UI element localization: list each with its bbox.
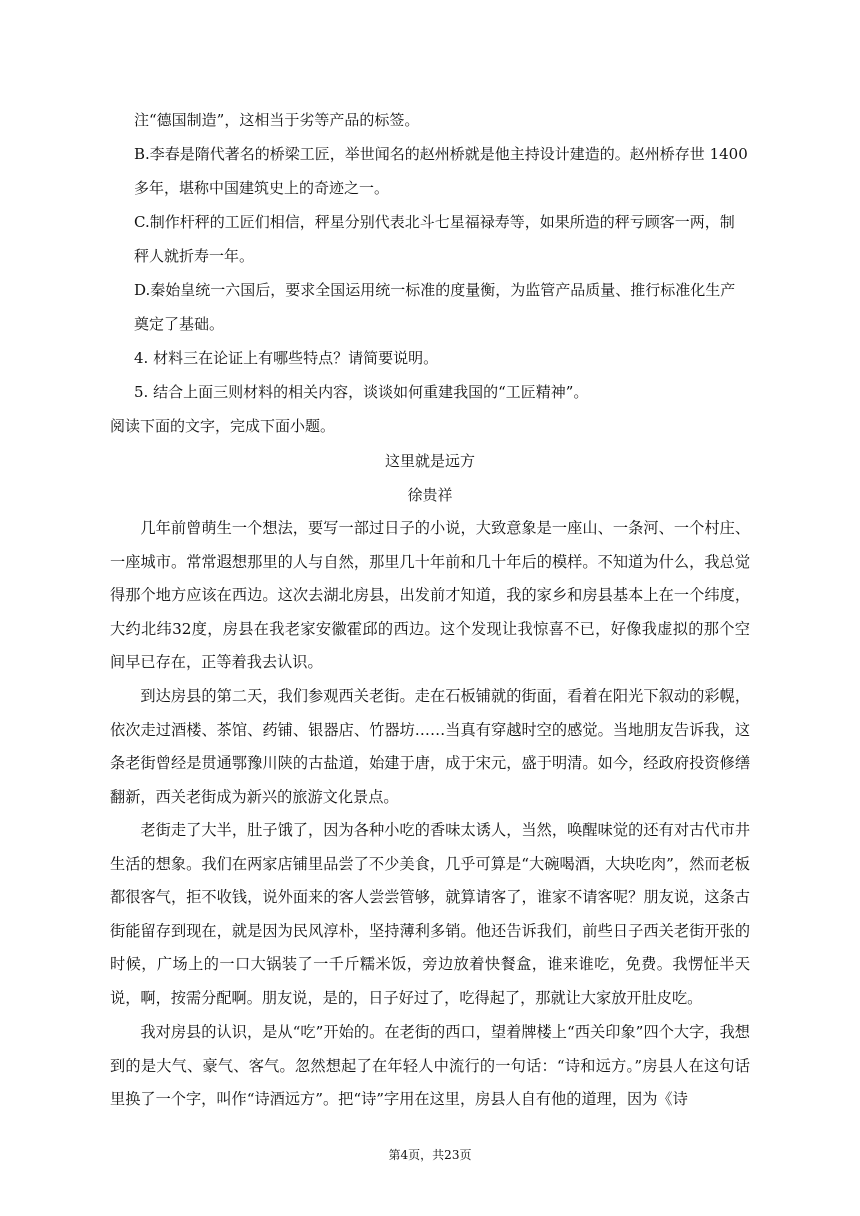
article-paragraph-4: 我对房县的认识，是从“吃”开始的。在老街的西口，望着牌楼上“西关印象”四个大字，我想到的是大气、豪气、客气。忽然想起了在年轻人中流行的一句话：“诗和远方。”房县人在这句话里换了一个字，叫作“诗酒远方”。把“诗”字用在这里，房县人自有他的道理，因为《诗: [110, 1023, 750, 1109]
option-b-line-1: B.李春是隋代著名的桥梁工匠，举世闻名的赵州桥就是他主持设计建造的。赵州桥存世 1400: [134, 145, 748, 163]
reading-instruction: 阅读下面的文字，完成下面小题。: [110, 417, 336, 435]
article-paragraph-3: 老街走了大半，肚子饿了，因为各种小吃的香味太诱人，当然，唤醒味觉的还有对古代市井生活的想象。我们在两家店铺里品尝了不少美食，几乎可算是“大碗喝酒，大块吃肉”，然而老板都很客气，拒不收钱，说外面来的客人尝尝管够，就算请客了，谁家不请客呢？朋友说，这条古街能留存到现在，就是因为民风淳朴，坚持薄利多销。他还告诉我们，前些日子西关老街开张的时候，广场上的一口大锅装了一千斤糯米饭，旁边放着快餐盒，谁来谁吃，免费。我愣怔半天说，啊，按需分配啊。朋友说，是的，日子好过了，吃得起了，那就让大家放开肚皮吃。: [110, 821, 750, 1007]
option-d-line-2: 奠定了基础。: [134, 315, 225, 333]
question-4: 4. 材料三在论证上有哪些特点？请简要说明。: [134, 349, 439, 367]
question-5: 5. 结合上面三则材料的相关内容，谈谈如何重建我国的“工匠精神”。: [134, 383, 589, 401]
option-c-line-2: 秤人就折寿一年。: [134, 247, 255, 265]
option-d-line-1: D.秦始皇统一六国后，要求全国运用统一标准的度量衡，为监管产品质量、推行标准化生产: [134, 281, 736, 299]
page-footer: 第4页，共23页: [388, 1148, 472, 1162]
article-title: 这里就是远方: [384, 452, 475, 470]
article-paragraph-2: 到达房县的第二天，我们参观西关老街。走在石板铺就的街面，看着在阳光下叙动的彩幌，依次走过酒楼、茶馆、药铺、银器店、竹器坊……当真有穿越时空的感觉。当地朋友告诉我，这条老街曾经是贯通鄂豫川陕的古盐道，始建于唐，成于宋元，盛于明清。如今，经政府投资修缮翻新，西关老街成为新兴的旅游文化景点。: [110, 687, 750, 806]
option-b-line-2: 多年，堪称中国建筑史上的奇迹之一。: [134, 179, 390, 197]
article-author: 徐贵祥: [407, 486, 453, 504]
option-a-continuation: 注“德国制造”，这相当于劣等产品的标签。: [134, 111, 420, 129]
option-c-line-1: C.制作杆秤的工匠们相信，秤星分别代表北斗七星福禄寿等，如果所造的秤亏顾客一两，制: [134, 213, 735, 231]
article-paragraph-1: 几年前曾萌生一个想法，要写一部过日子的小说，大致意象是一座山、一条河、一个村庄、一座城市。常常遐想那里的人与自然，那里几十年前和几十年后的模样。不知道为什么，我总觉得那个地方应该在西边。这次去湖北房县，出发前才知道，我的家乡和房县基本上在一个纬度，大约北纬32度，房县在我老家安徽霍邱的西边。这个发现让我惊喜不已，好像我虚拟的那个空间早已存在，正等着我去认识。: [110, 519, 750, 672]
